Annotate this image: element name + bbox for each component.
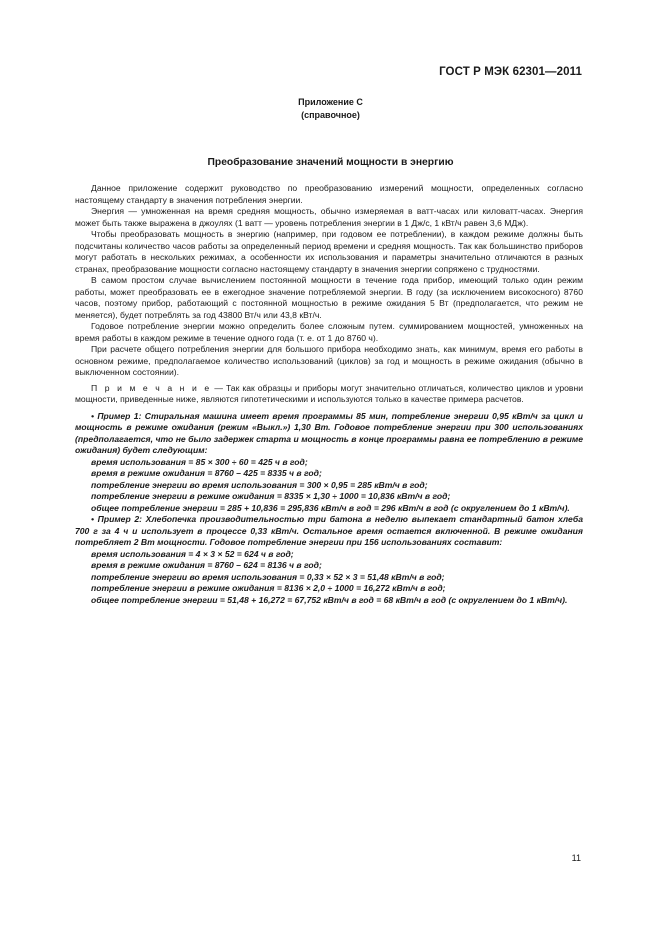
note-text: — Так как образцы и приборы могут значительно отличаться, количество циклов и уровни мощности, приведенные ниже, являются гипотетическими и используются только в качестве примера расчетов. xyxy=(75,382,583,404)
calculation-line: время использования = 4 × 3 × 52 = 624 ч в год; xyxy=(91,548,294,559)
note-label: П р и м е ч а н и е xyxy=(91,382,212,393)
paragraph: Энергия — умноженная на время средняя мощность, обычно измеряемая в ватт-часах или киловатт-часах. Энергия может быть также выражена в джоулях (1 ватт — уровень потребления энергии в 1 Дж/с, 1 кВт/ч равен 3,6 МДж). xyxy=(75,206,583,228)
calculation-line: потребление энергии в режиме ожидания = 8335 × 1,30 ÷ 1000 = 10,836 кВт/ч в год; xyxy=(91,491,451,501)
calculation-line: время в режиме ожидания = 8760 – 624 = 8136 ч в год; xyxy=(91,560,322,570)
standard-designation: ГОСТ Р МЭК 62301—2011 xyxy=(439,66,582,78)
paragraph: Годовое потребление энергии можно определить более сложным путем. суммированием мощностей, умноженных на время работы в каждом режиме в течение одного года (т. е. от 1 до 8760 ч). xyxy=(75,321,583,343)
paragraph: Чтобы преобразовать мощность в энергию (например, при годовом ее потреблении), в каждом режиме должны быть подсчитаны количество часов работы за определенный период времени и средняя мощность. Так как большинство приборов могут работать в нескольких режимах, а особенности их использования и параметры значительно отличаются в разных странах, преобразование мощности согласно настоящему стандарту в значения энергии сопряжено с трудностями. xyxy=(75,229,583,274)
calculation-line: время использования = 85 × 300 ÷ 60 = 425 ч в год; xyxy=(91,456,308,467)
example-intro: • Пример 1: Стиральная машина имеет время программы 85 мин, потребление энергии 0,95 кВт/ч за цикл и мощность в режиме ожидания (режим «Выкл.») 1,30 Вт. Годовое потребление энергии при 300 использованиях (предполагается, что не было задержек старта и мощность в конце программы равна ее потреблению в режиме ожидания) будет следующим: xyxy=(75,410,583,455)
calculation-line: время в режиме ожидания = 8760 – 425 = 8335 ч в год; xyxy=(91,468,322,478)
calculation-line: потребление энергии во время использования = 300 × 0,95 = 285 кВт/ч в год; xyxy=(91,479,428,490)
calculation-line: потребление энергии в режиме ожидания = 8136 × 2,0 ÷ 1000 = 16,272 кВт/ч в год; xyxy=(91,583,446,593)
paragraph: Данное приложение содержит руководство по преобразованию измерений мощности, определенных согласно настоящему стандарту в значения потребления энергии. xyxy=(75,183,583,205)
calculation-line: общее потребление энергии = 285 + 10,836 = 295,836 кВт/ч в год = 296 кВт/ч в год (с округлением до 1 кВт/ч). xyxy=(91,502,570,513)
annex-title: Приложение С xyxy=(298,97,363,107)
annex-subtitle: (справочное) xyxy=(301,110,360,120)
paragraph: При расчете общего потребления энергии для большого прибора необходимо знать, как минимум, время его работы в основном режиме, предполагаемое количество использований (циклов) за год и мощность в режиме ожидания (обычно в выключенном состоянии). xyxy=(75,344,583,377)
calculation-line: потребление энергии во время использования = 0,33 × 52 × 3 = 51,48 кВт/ч в год; xyxy=(91,571,445,582)
note-paragraph xyxy=(75,383,583,406)
paragraph: В самом простом случае вычислением постоянной мощности в течение года прибор, имеющий только один режим работы, может преобразовать ее в ежегодное значение потребляемой энергии. В году (за исключением високосного) 8760 часов, поэтому прибор, работающий с постоянной мощностью в режиме ожидания 5 Вт (предполагается, что режим не меняется), будет потреблять за год 43800 Вт/ч или 43,8 кВт/ч. xyxy=(75,275,583,320)
example-intro: • Пример 2: Хлебопечка производительностью три батона в неделю выпекает стандартный батон хлеба 700 г за 4 ч и использует в процессе 0,33 кВт/ч. Остальное время остается включенной. В режиме ожидания потребляет 2 Вт мощности. Годовое потребление энергии при 156 использованиях составит: xyxy=(75,514,583,547)
example-1 xyxy=(75,411,583,515)
annex-heading xyxy=(0,96,661,122)
example-2 xyxy=(75,514,583,606)
document-body xyxy=(75,183,583,606)
calculation-line: общее потребление энергии = 51,48 + 16,272 = 67,752 кВт/ч в год = 68 кВт/ч в год (с округлением до 1 кВт/ч). xyxy=(91,594,568,605)
section-title: Преобразование значений мощности в энергию xyxy=(207,157,454,168)
page-number: 11 xyxy=(571,853,581,863)
